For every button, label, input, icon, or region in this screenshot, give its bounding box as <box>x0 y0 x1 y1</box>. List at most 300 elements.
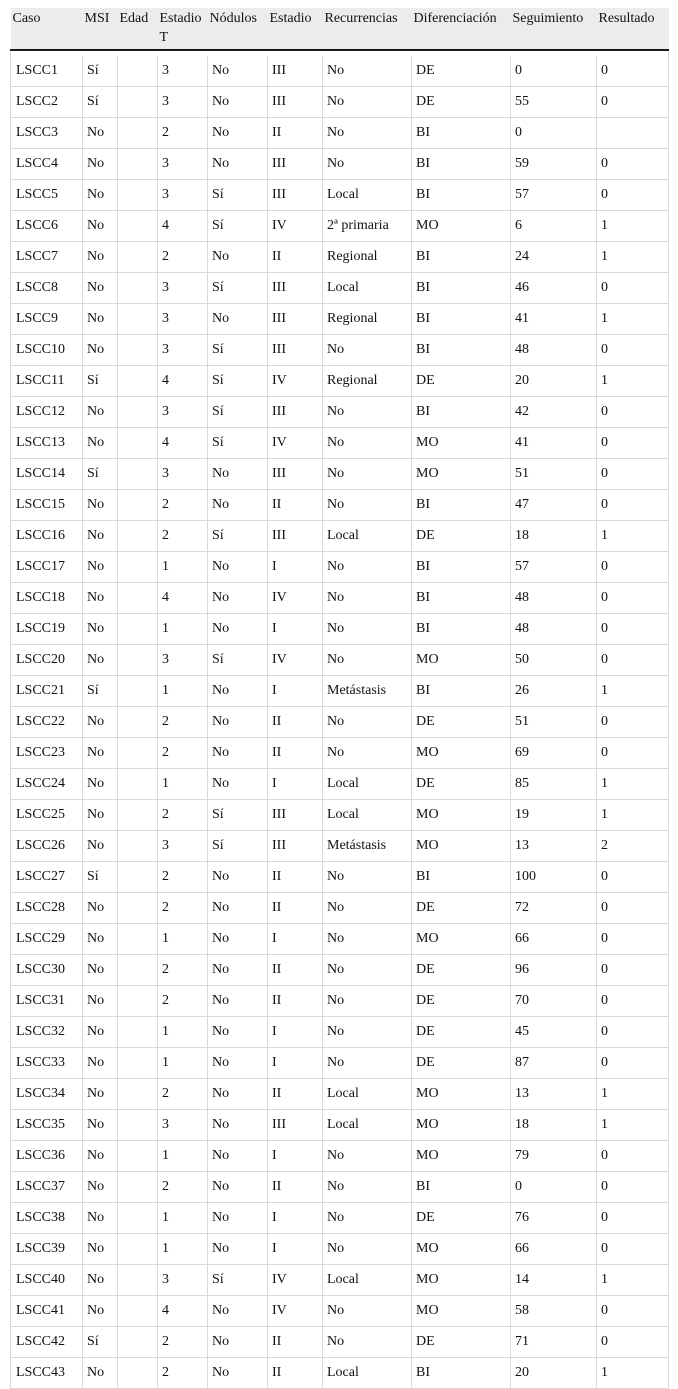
table-cell: Local <box>323 1110 412 1141</box>
table-cell: MO <box>412 738 511 769</box>
table-cell: II <box>268 893 323 924</box>
table-cell: 2 <box>158 1079 208 1110</box>
table-cell <box>118 1296 158 1327</box>
table-cell: 1 <box>158 552 208 583</box>
table-cell: 96 <box>511 955 597 986</box>
table-cell: LSCC41 <box>11 1296 83 1327</box>
table-cell: 26 <box>511 676 597 707</box>
table-cell: 2 <box>158 955 208 986</box>
table-cell: LSCC18 <box>11 583 83 614</box>
table-cell: 2 <box>158 893 208 924</box>
table-cell: 14 <box>511 1265 597 1296</box>
table-cell: 1 <box>158 1234 208 1265</box>
table-cell: II <box>268 1079 323 1110</box>
table-cell: 0 <box>597 738 669 769</box>
table-cell <box>118 955 158 986</box>
table-cell: Sí <box>83 862 118 893</box>
table-cell: 2ª primaria <box>323 211 412 242</box>
table-cell: No <box>323 1234 412 1265</box>
table-cell: 24 <box>511 242 597 273</box>
header-row <box>11 8 669 50</box>
table-cell: Sí <box>83 676 118 707</box>
table-cell: LSCC39 <box>11 1234 83 1265</box>
table-cell: No <box>208 1172 268 1203</box>
table-cell: 48 <box>511 614 597 645</box>
table-cell: Sí <box>208 1265 268 1296</box>
table-cell: No <box>83 1358 118 1389</box>
table-cell: LSCC3 <box>11 118 83 149</box>
table-cell: LSCC26 <box>11 831 83 862</box>
table-cell <box>118 459 158 490</box>
table-cell: III <box>268 304 323 335</box>
table-cell: DE <box>412 986 511 1017</box>
table-cell <box>118 831 158 862</box>
table-cell: 2 <box>158 800 208 831</box>
table-cell: MO <box>412 831 511 862</box>
table-cell: No <box>83 738 118 769</box>
table-cell: Local <box>323 769 412 800</box>
table-cell: No <box>83 645 118 676</box>
column-header: Estadio <box>268 8 323 50</box>
table-cell: Sí <box>208 397 268 428</box>
table-cell: 0 <box>597 1172 669 1203</box>
table-row <box>11 521 669 552</box>
table-cell <box>118 490 158 521</box>
table-cell: MO <box>412 1110 511 1141</box>
table-cell: 1 <box>597 211 669 242</box>
table-cell: 3 <box>158 304 208 335</box>
table-cell: No <box>83 1141 118 1172</box>
table-cell: 20 <box>511 1358 597 1389</box>
table-row <box>11 1203 669 1234</box>
table-cell: 3 <box>158 180 208 211</box>
table-cell: No <box>323 862 412 893</box>
table-cell: 0 <box>597 1141 669 1172</box>
table-cell: 0 <box>597 645 669 676</box>
table-cell: 2 <box>158 738 208 769</box>
table-cell <box>118 304 158 335</box>
table-cell: III <box>268 180 323 211</box>
table-cell: 3 <box>158 335 208 366</box>
table-cell: Sí <box>208 831 268 862</box>
table-cell: Regional <box>323 366 412 397</box>
table-row <box>11 986 669 1017</box>
table-cell: 0 <box>597 614 669 645</box>
table-cell: DE <box>412 56 511 87</box>
table-cell: BI <box>412 397 511 428</box>
table-row <box>11 862 669 893</box>
table-cell <box>118 366 158 397</box>
table-cell: Local <box>323 273 412 304</box>
table-cell: Sí <box>83 1327 118 1358</box>
table-cell: 2 <box>158 242 208 273</box>
table-cell: 66 <box>511 1234 597 1265</box>
table-cell: LSCC13 <box>11 428 83 459</box>
table-cell: BI <box>412 304 511 335</box>
table-cell: 18 <box>511 521 597 552</box>
table-cell: BI <box>412 273 511 304</box>
table-cell: 1 <box>158 614 208 645</box>
table-cell: Regional <box>323 242 412 273</box>
table-cell: 1 <box>597 1358 669 1389</box>
table-cell: LSCC12 <box>11 397 83 428</box>
table-row <box>11 118 669 149</box>
table-cell <box>118 676 158 707</box>
table-cell: 2 <box>158 1172 208 1203</box>
table-cell: No <box>208 676 268 707</box>
table-cell: MO <box>412 211 511 242</box>
table-cell <box>118 769 158 800</box>
table-cell: III <box>268 1110 323 1141</box>
table-row <box>11 1265 669 1296</box>
table-cell: 79 <box>511 1141 597 1172</box>
table-cell: 13 <box>511 831 597 862</box>
table-cell: No <box>83 304 118 335</box>
column-header: MSI <box>83 8 118 50</box>
table-cell: 1 <box>158 676 208 707</box>
table-cell: No <box>323 1048 412 1079</box>
table-cell: I <box>268 1234 323 1265</box>
table-cell: Metástasis <box>323 831 412 862</box>
table-cell: DE <box>412 521 511 552</box>
table-cell <box>118 335 158 366</box>
table-cell: No <box>83 955 118 986</box>
table-cell: Local <box>323 1265 412 1296</box>
table-cell: LSCC14 <box>11 459 83 490</box>
table-cell: 3 <box>158 831 208 862</box>
table-cell: 0 <box>597 707 669 738</box>
table-cell: MO <box>412 1141 511 1172</box>
table-row <box>11 1048 669 1079</box>
table-row <box>11 428 669 459</box>
table-cell: No <box>323 986 412 1017</box>
table-cell: 1 <box>597 304 669 335</box>
table-cell: DE <box>412 366 511 397</box>
table-cell: No <box>323 335 412 366</box>
table-cell: No <box>323 707 412 738</box>
table-cell: 3 <box>158 56 208 87</box>
table-cell: II <box>268 1358 323 1389</box>
table-cell: II <box>268 738 323 769</box>
table-cell: 41 <box>511 304 597 335</box>
table-cell: 87 <box>511 1048 597 1079</box>
table-cell: 3 <box>158 1110 208 1141</box>
table-cell: DE <box>412 955 511 986</box>
table-cell: 6 <box>511 211 597 242</box>
table-cell: No <box>83 924 118 955</box>
table-cell: Regional <box>323 304 412 335</box>
table-cell: Sí <box>208 180 268 211</box>
table-cell: 4 <box>158 211 208 242</box>
table-cell: No <box>208 924 268 955</box>
table-cell: 70 <box>511 986 597 1017</box>
table-cell: 0 <box>597 1234 669 1265</box>
table-cell: 0 <box>597 397 669 428</box>
table-cell: 1 <box>158 769 208 800</box>
data-table <box>10 8 669 1389</box>
table-row <box>11 583 669 614</box>
table-cell: Metástasis <box>323 676 412 707</box>
table-cell: No <box>83 986 118 1017</box>
table-cell: LSCC21 <box>11 676 83 707</box>
table-cell: LSCC37 <box>11 1172 83 1203</box>
table-cell: No <box>323 738 412 769</box>
table-cell <box>118 1110 158 1141</box>
table-cell: No <box>208 56 268 87</box>
table-cell: 1 <box>597 676 669 707</box>
column-header: Resultado <box>597 8 669 50</box>
table-cell: No <box>83 335 118 366</box>
table-cell: LSCC5 <box>11 180 83 211</box>
table-cell: Sí <box>208 366 268 397</box>
table-cell: No <box>208 242 268 273</box>
table-cell <box>118 893 158 924</box>
table-cell: MO <box>412 428 511 459</box>
table-cell: 3 <box>158 149 208 180</box>
table-cell: No <box>83 893 118 924</box>
table-row <box>11 769 669 800</box>
table-row <box>11 955 669 986</box>
table-cell <box>118 583 158 614</box>
table-row <box>11 738 669 769</box>
table-cell: No <box>208 1079 268 1110</box>
table-cell <box>118 149 158 180</box>
table-row <box>11 87 669 118</box>
table-cell: Sí <box>83 366 118 397</box>
column-header: Recurrencias <box>323 8 412 50</box>
table-cell: IV <box>268 428 323 459</box>
table-cell <box>118 1048 158 1079</box>
table-row <box>11 676 669 707</box>
table-cell: DE <box>412 707 511 738</box>
table-row <box>11 211 669 242</box>
table-row <box>11 149 669 180</box>
table-cell: 20 <box>511 366 597 397</box>
table-cell <box>118 56 158 87</box>
table-row <box>11 924 669 955</box>
table-cell: LSCC2 <box>11 87 83 118</box>
table-cell: BI <box>412 335 511 366</box>
table-cell: No <box>323 645 412 676</box>
table-cell: 3 <box>158 645 208 676</box>
table-cell: DE <box>412 769 511 800</box>
table-row <box>11 1079 669 1110</box>
table-cell <box>118 1234 158 1265</box>
table-cell: 1 <box>597 521 669 552</box>
table-cell: 57 <box>511 180 597 211</box>
table-cell: BI <box>412 490 511 521</box>
table-cell: MO <box>412 924 511 955</box>
table-cell: 1 <box>597 800 669 831</box>
table-cell: 1 <box>158 1141 208 1172</box>
table-cell: No <box>323 1017 412 1048</box>
table-cell <box>118 986 158 1017</box>
table-cell: LSCC42 <box>11 1327 83 1358</box>
table-row <box>11 645 669 676</box>
table-row <box>11 304 669 335</box>
table-cell: LSCC16 <box>11 521 83 552</box>
table-cell: 0 <box>597 552 669 583</box>
table-cell: IV <box>268 211 323 242</box>
table-cell: 46 <box>511 273 597 304</box>
table-cell: I <box>268 614 323 645</box>
table-cell: LSCC24 <box>11 769 83 800</box>
table-cell: LSCC25 <box>11 800 83 831</box>
table-cell: No <box>208 304 268 335</box>
table-cell: 57 <box>511 552 597 583</box>
table-cell: BI <box>412 614 511 645</box>
table-cell: No <box>208 1296 268 1327</box>
table-cell: LSCC38 <box>11 1203 83 1234</box>
table-cell <box>118 521 158 552</box>
table-cell <box>118 738 158 769</box>
table-cell: No <box>83 1172 118 1203</box>
table-cell: No <box>83 428 118 459</box>
table-cell: Local <box>323 800 412 831</box>
table-row <box>11 1327 669 1358</box>
table-cell: DE <box>412 1017 511 1048</box>
table-cell: No <box>208 490 268 521</box>
table-cell: 1 <box>597 1110 669 1141</box>
table-cell: 2 <box>158 707 208 738</box>
table-cell: LSCC33 <box>11 1048 83 1079</box>
table-cell: Sí <box>208 428 268 459</box>
table-cell: Sí <box>208 645 268 676</box>
table-cell: No <box>208 583 268 614</box>
table-cell: 1 <box>158 1203 208 1234</box>
table-cell: 2 <box>158 986 208 1017</box>
table-cell: No <box>208 738 268 769</box>
table-cell <box>118 862 158 893</box>
table-cell: 19 <box>511 800 597 831</box>
table-cell: 71 <box>511 1327 597 1358</box>
table-row <box>11 893 669 924</box>
table-cell: No <box>83 552 118 583</box>
table-cell: 42 <box>511 397 597 428</box>
table-cell <box>118 1017 158 1048</box>
table-cell: 0 <box>597 87 669 118</box>
table-cell: Sí <box>83 87 118 118</box>
table-cell: LSCC27 <box>11 862 83 893</box>
table-cell: No <box>208 614 268 645</box>
column-header: Edad <box>118 8 158 50</box>
table-row <box>11 800 669 831</box>
table-cell: III <box>268 831 323 862</box>
table-row <box>11 831 669 862</box>
table-cell: BI <box>412 118 511 149</box>
table-cell: Sí <box>83 56 118 87</box>
table-cell: BI <box>412 180 511 211</box>
table-cell: 2 <box>158 521 208 552</box>
table-cell: 1 <box>597 242 669 273</box>
table-cell: No <box>323 955 412 986</box>
table-cell: BI <box>412 149 511 180</box>
table-cell: No <box>83 118 118 149</box>
table-row <box>11 459 669 490</box>
table-cell: BI <box>412 552 511 583</box>
table-cell: IV <box>268 366 323 397</box>
table-cell <box>118 614 158 645</box>
table-cell: No <box>83 397 118 428</box>
table-cell: No <box>323 149 412 180</box>
table-cell: 0 <box>597 986 669 1017</box>
column-header: Estadio T <box>158 8 208 50</box>
table-row <box>11 335 669 366</box>
table-cell: I <box>268 552 323 583</box>
table-cell: 0 <box>597 893 669 924</box>
table-cell: No <box>83 1079 118 1110</box>
table-cell: 51 <box>511 459 597 490</box>
table-cell: IV <box>268 1296 323 1327</box>
table-cell: 0 <box>597 149 669 180</box>
table-cell: III <box>268 459 323 490</box>
table-cell: 3 <box>158 459 208 490</box>
table-cell: No <box>323 56 412 87</box>
table-cell: No <box>208 986 268 1017</box>
table-cell <box>597 118 669 149</box>
table-cell: BI <box>412 1358 511 1389</box>
table-cell <box>118 397 158 428</box>
table-cell <box>118 428 158 459</box>
table-cell: MO <box>412 645 511 676</box>
table-cell: LSCC34 <box>11 1079 83 1110</box>
table-cell: II <box>268 118 323 149</box>
table-row <box>11 1141 669 1172</box>
table-cell: No <box>208 769 268 800</box>
table-cell: DE <box>412 1048 511 1079</box>
table-cell: 69 <box>511 738 597 769</box>
table-cell: No <box>208 1234 268 1265</box>
table-cell: 51 <box>511 707 597 738</box>
table-cell: 0 <box>597 1048 669 1079</box>
table-cell: LSCC36 <box>11 1141 83 1172</box>
table-cell: III <box>268 149 323 180</box>
table-cell: 48 <box>511 583 597 614</box>
table-cell: 0 <box>511 56 597 87</box>
table-cell: No <box>323 893 412 924</box>
table-cell: LSCC10 <box>11 335 83 366</box>
table-cell <box>118 924 158 955</box>
table-cell: III <box>268 800 323 831</box>
table-cell: I <box>268 676 323 707</box>
table-cell: MO <box>412 1296 511 1327</box>
table-cell: LSCC7 <box>11 242 83 273</box>
table-cell: No <box>208 862 268 893</box>
table-cell: 76 <box>511 1203 597 1234</box>
table-cell: 0 <box>597 1017 669 1048</box>
table-cell: 2 <box>158 490 208 521</box>
table-cell: I <box>268 769 323 800</box>
table-cell: Sí <box>208 273 268 304</box>
table-cell: 55 <box>511 87 597 118</box>
table-cell: 72 <box>511 893 597 924</box>
table-cell: No <box>323 397 412 428</box>
table-cell: No <box>208 459 268 490</box>
table-cell: MO <box>412 459 511 490</box>
table-cell: LSCC31 <box>11 986 83 1017</box>
table-cell: 2 <box>597 831 669 862</box>
table-cell: LSCC28 <box>11 893 83 924</box>
table-cell: 1 <box>597 1265 669 1296</box>
table-row <box>11 366 669 397</box>
table-cell: LSCC8 <box>11 273 83 304</box>
table-cell: LSCC40 <box>11 1265 83 1296</box>
table-cell: IV <box>268 645 323 676</box>
table-cell: No <box>208 1327 268 1358</box>
table-cell: 66 <box>511 924 597 955</box>
table-row <box>11 552 669 583</box>
table-cell: No <box>83 1048 118 1079</box>
